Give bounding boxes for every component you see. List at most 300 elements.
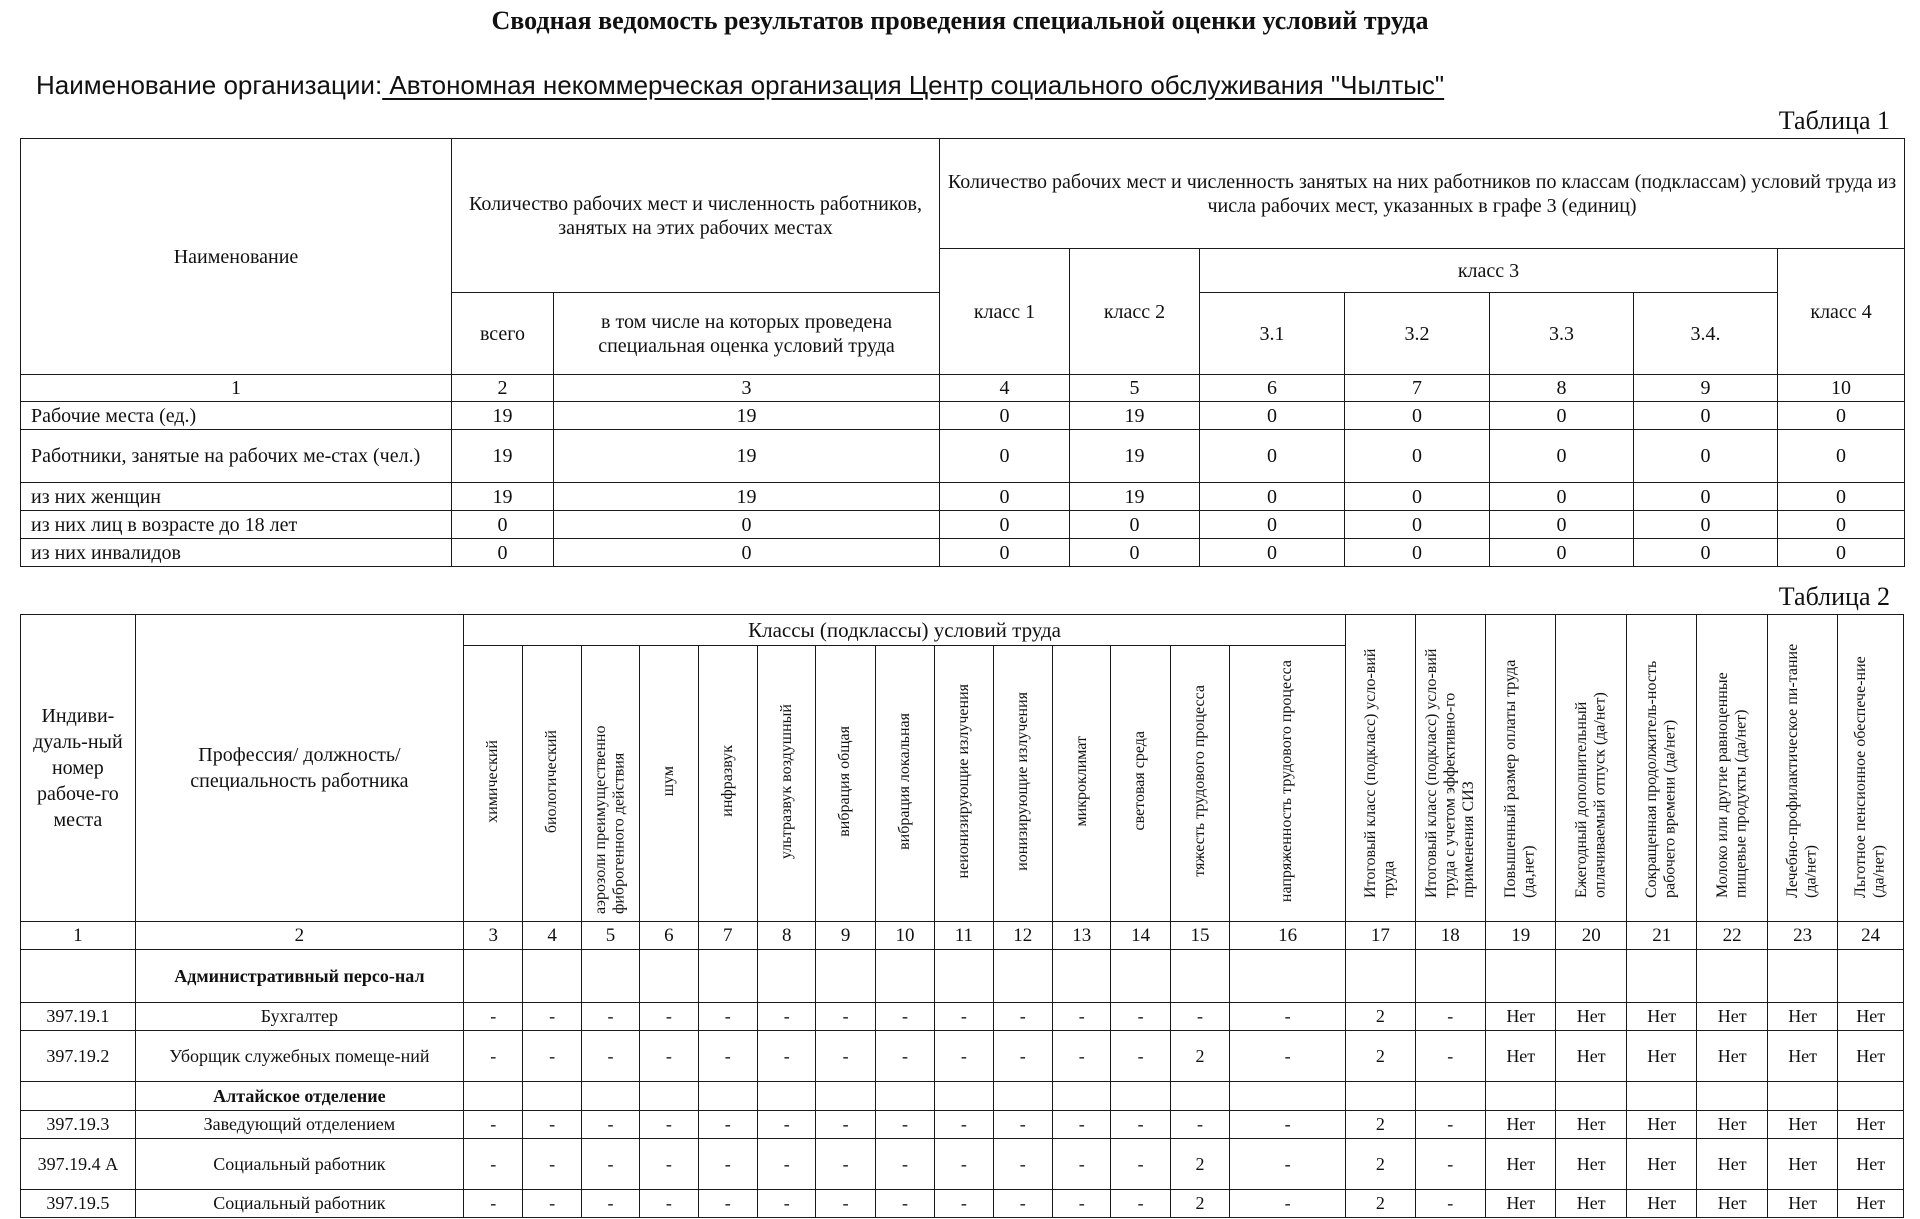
t1-cell: 0	[1200, 483, 1345, 511]
t1-cell: 19	[554, 430, 940, 483]
t2-cell: -	[758, 1190, 816, 1218]
t2-factor-label: микроклимат	[1072, 735, 1090, 827]
t2-cell: Нет	[1838, 1190, 1904, 1218]
t1-colnum: 9	[1634, 375, 1778, 402]
t2-factor-label: биологический	[542, 729, 560, 833]
t2-section-empty	[581, 1082, 639, 1111]
t2-section-title: Алтайское отделение	[135, 1082, 463, 1111]
t2-cell: -	[1053, 1003, 1111, 1031]
t2-section-empty	[1556, 950, 1626, 1003]
t2-cell: Нет	[1626, 1190, 1696, 1218]
t2-cell: Нет	[1838, 1031, 1904, 1082]
t2-colnum: 14	[1111, 922, 1170, 950]
t2-row	[21, 1139, 1904, 1190]
t2-cell: 2	[1346, 1003, 1415, 1031]
t2-cell: -	[1415, 1190, 1485, 1218]
t2-row-name: Социальный работник	[135, 1190, 463, 1218]
t1-cell: 19	[452, 483, 554, 511]
t2-cell: Нет	[1486, 1190, 1556, 1218]
t2-colnum: 23	[1767, 922, 1837, 950]
t2-row	[21, 1190, 1904, 1218]
t1-cell: 0	[1634, 402, 1778, 430]
t1-row-name: Рабочие места (ед.)	[21, 402, 452, 430]
t2-cell: -	[698, 1031, 757, 1082]
t2-row-id: 397.19.1	[21, 1003, 136, 1031]
t2-cell: 2	[1346, 1190, 1415, 1218]
t1-row	[21, 539, 1905, 567]
t2-header-extra-label: Молоко или другие равноценные пищевые продукты (да/нет)	[1713, 672, 1750, 899]
t1-cell: 0	[1634, 430, 1778, 483]
t1-colnum: 2	[452, 375, 554, 402]
t2-section-empty	[1486, 1082, 1556, 1111]
t2-cell: -	[523, 1190, 581, 1218]
t1-cell: 0	[1490, 483, 1634, 511]
t2-cell: -	[581, 1139, 639, 1190]
t2-cell: -	[698, 1003, 757, 1031]
t2-cell: Нет	[1838, 1111, 1904, 1139]
t2-row-name: Заведующий отделением	[135, 1111, 463, 1139]
t2-cell: -	[1230, 1031, 1346, 1082]
t1-colnum: 7	[1345, 375, 1490, 402]
t2-header-factor	[523, 646, 581, 922]
t2-header-factor	[1053, 646, 1111, 922]
t1-cell: 0	[1778, 483, 1905, 511]
t2-header-profession: Профессия/ должность/ специальность работника	[135, 615, 463, 922]
t2-cell: -	[1170, 1003, 1229, 1031]
t2-section-empty	[1230, 1082, 1346, 1111]
t2-cell: -	[993, 1031, 1052, 1082]
t1-cell: 0	[1200, 539, 1345, 567]
t2-colnum: 22	[1697, 922, 1767, 950]
t2-cell: -	[1230, 1111, 1346, 1139]
t2-factor-label: тяжесть трудового процесса	[1190, 685, 1208, 878]
t1-header-sub34: 3.4.	[1634, 293, 1778, 375]
t2-cell: -	[935, 1003, 993, 1031]
t2-cell: -	[464, 1139, 523, 1190]
t2-cell: Нет	[1767, 1139, 1837, 1190]
t2-section-empty	[816, 1082, 875, 1111]
t1-cell: 19	[554, 402, 940, 430]
t2-section-empty	[464, 950, 523, 1003]
t2-cell: -	[1111, 1003, 1170, 1031]
t1-colnum: 10	[1778, 375, 1905, 402]
t2-cell: -	[875, 1003, 934, 1031]
t2-cell: -	[758, 1031, 816, 1082]
t2-colnum: 19	[1486, 922, 1556, 950]
t2-cell: -	[758, 1111, 816, 1139]
t2-header-factor	[464, 646, 523, 922]
t2-cell: Нет	[1486, 1139, 1556, 1190]
t2-cell: -	[523, 1031, 581, 1082]
t2-factor-label: напряженность трудового процесса	[1278, 660, 1296, 903]
t1-cell: 0	[1490, 430, 1634, 483]
t2-cell: -	[816, 1139, 875, 1190]
t2-colnum: 2	[135, 922, 463, 950]
t2-header-factor	[698, 646, 757, 922]
t2-row-id: 397.19.5	[21, 1190, 136, 1218]
t2-header-extra	[1626, 615, 1696, 922]
t2-cell: -	[523, 1111, 581, 1139]
t1-cell: 0	[1778, 539, 1905, 567]
t2-cell: Нет	[1626, 1139, 1696, 1190]
t2-section-empty	[875, 1082, 934, 1111]
t2-header-factor	[875, 646, 934, 922]
t1-row-name: из них женщин	[21, 483, 452, 511]
t2-cell: -	[1053, 1111, 1111, 1139]
t2-cell: -	[464, 1003, 523, 1031]
t2-colnum: 5	[581, 922, 639, 950]
t2-header-factor	[993, 646, 1052, 922]
t2-cell: -	[816, 1003, 875, 1031]
t2-cell: -	[935, 1111, 993, 1139]
t1-cell: 0	[452, 511, 554, 539]
t2-header-classes-group: Классы (подклассы) условий труда	[464, 615, 1346, 646]
t2-factor-label: химический	[484, 739, 502, 823]
t2-header-factor	[640, 646, 698, 922]
t2-section-empty	[21, 950, 136, 1003]
t2-header-extra-label: Льготное пенсионное обеспече-ние (да/нет)	[1852, 656, 1888, 899]
t1-header-class3: класс 3	[1200, 249, 1778, 293]
t2-section-empty	[21, 1082, 136, 1111]
t2-row	[21, 1031, 1904, 1082]
t1-header-sub31: 3.1	[1200, 293, 1345, 375]
organization-name: Автономная некоммерческая организация Центр социального обслуживания "Чылтыс"	[382, 70, 1445, 100]
t1-header-total: всего	[452, 293, 554, 375]
table1-summary	[20, 138, 1905, 567]
t2-header-extra-label: Лечебно-профилактическое пи-тание (да/нет)	[1784, 643, 1820, 899]
t2-cell: -	[1230, 1190, 1346, 1218]
t2-header-extra-label: Итоговый класс (подкласс) усло-вий труда с учетом эффективно-го применения СИЗ	[1422, 648, 1477, 899]
t1-cell: 0	[452, 539, 554, 567]
t2-cell: -	[875, 1139, 934, 1190]
t2-factor-label: ионизирующие излучения	[1013, 691, 1031, 871]
t1-header-class2: класс 2	[1070, 249, 1200, 375]
t2-cell: Нет	[1486, 1003, 1556, 1031]
t2-section-empty	[935, 1082, 993, 1111]
t2-section-empty	[698, 950, 757, 1003]
t2-cell: -	[935, 1031, 993, 1082]
t2-cell: -	[758, 1003, 816, 1031]
t2-header-factor	[1111, 646, 1170, 922]
t2-factor-label: ультразвук воздушный	[777, 703, 795, 859]
t2-cell: -	[1053, 1139, 1111, 1190]
t1-cell: 0	[554, 511, 940, 539]
t2-cell: -	[581, 1190, 639, 1218]
t2-cell: -	[1170, 1111, 1229, 1139]
t2-cell: Нет	[1767, 1190, 1837, 1218]
t1-cell: 19	[1070, 430, 1200, 483]
t2-header-extra-label: Повышенный размер оплаты труда (да,нет)	[1502, 659, 1538, 899]
t1-row-name: Работники, занятые на рабочих ме-стах (чел.)	[21, 430, 452, 483]
t2-factor-label: вибрация локальная	[895, 712, 913, 850]
t2-section-empty	[1486, 950, 1556, 1003]
t2-colnum: 21	[1626, 922, 1696, 950]
t1-cell: 0	[1345, 430, 1490, 483]
t1-header-group-total: Количество рабочих мест и численность работников, занятых на этих рабочих местах	[452, 139, 940, 293]
table2-workplaces	[20, 614, 1904, 1218]
t2-cell: -	[935, 1190, 993, 1218]
t2-cell: -	[993, 1111, 1052, 1139]
t1-cell: 0	[940, 483, 1070, 511]
t1-header-class1: класс 1	[940, 249, 1070, 375]
t1-header-name: Наименование	[21, 139, 452, 375]
t2-cell: -	[1111, 1031, 1170, 1082]
t2-cell: -	[1415, 1003, 1485, 1031]
t2-section-empty	[935, 950, 993, 1003]
t2-cell: -	[698, 1190, 757, 1218]
t2-cell: -	[1111, 1139, 1170, 1190]
t2-cell: -	[1230, 1139, 1346, 1190]
t2-column-numbers	[21, 922, 1904, 950]
t2-cell: Нет	[1626, 1031, 1696, 1082]
t2-header-extra-label: Ежегодный дополнительный оплачиваемый отпуск (да/нет)	[1572, 692, 1609, 899]
t2-cell: Нет	[1556, 1139, 1626, 1190]
t2-colnum: 3	[464, 922, 523, 950]
t2-row-name: Социальный работник	[135, 1139, 463, 1190]
t1-colnum: 5	[1070, 375, 1200, 402]
t1-cell: 0	[554, 539, 940, 567]
t1-cell: 0	[1345, 539, 1490, 567]
t2-cell: Нет	[1556, 1031, 1626, 1082]
t2-header-factor	[1170, 646, 1229, 922]
t2-row-id: 397.19.3	[21, 1111, 136, 1139]
t2-colnum: 20	[1556, 922, 1626, 950]
t2-cell: Нет	[1626, 1003, 1696, 1031]
t2-section-empty	[1170, 1082, 1229, 1111]
t2-colnum: 11	[935, 922, 993, 950]
t1-colnum: 3	[554, 375, 940, 402]
t2-header-extra	[1346, 615, 1415, 922]
organization-line	[36, 70, 1444, 101]
t2-section-empty	[1346, 950, 1415, 1003]
t2-cell: -	[816, 1031, 875, 1082]
t2-section-row	[21, 950, 1904, 1003]
t2-section-empty	[1697, 950, 1767, 1003]
t1-header-sub33: 3.3	[1490, 293, 1634, 375]
t2-cell: -	[875, 1031, 934, 1082]
t2-cell: -	[464, 1111, 523, 1139]
t2-cell: -	[1111, 1190, 1170, 1218]
t2-section-empty	[1111, 950, 1170, 1003]
t2-section-empty	[1697, 1082, 1767, 1111]
t2-cell: -	[523, 1139, 581, 1190]
t2-section-empty	[1053, 1082, 1111, 1111]
t2-cell: -	[1053, 1031, 1111, 1082]
t1-cell: 0	[1490, 402, 1634, 430]
t2-cell: -	[698, 1111, 757, 1139]
t1-cell: 19	[452, 402, 554, 430]
t1-cell: 0	[940, 511, 1070, 539]
t2-colnum: 17	[1346, 922, 1415, 950]
t2-section-empty	[1111, 1082, 1170, 1111]
t2-factor-label: аэрозоли преимущественно фиброгенного действия	[592, 725, 628, 914]
t2-cell: Нет	[1697, 1111, 1767, 1139]
t2-cell: Нет	[1767, 1003, 1837, 1031]
t2-section-empty	[640, 1082, 698, 1111]
t2-section-empty	[1626, 1082, 1696, 1111]
t2-colnum: 15	[1170, 922, 1229, 950]
t1-cell: 19	[452, 430, 554, 483]
t1-cell: 0	[940, 430, 1070, 483]
t1-row	[21, 430, 1905, 483]
t2-cell: Нет	[1556, 1111, 1626, 1139]
t2-section-empty	[1556, 1082, 1626, 1111]
t2-header-id: Индиви-дуаль-ный номер рабоче-го места	[21, 615, 136, 922]
t2-cell: -	[640, 1139, 698, 1190]
t1-cell: 0	[1778, 511, 1905, 539]
t2-cell: -	[1415, 1031, 1485, 1082]
t2-colnum: 13	[1053, 922, 1111, 950]
t1-cell: 0	[1634, 539, 1778, 567]
t2-section-empty	[464, 1082, 523, 1111]
t2-cell: -	[464, 1190, 523, 1218]
t2-cell: -	[640, 1003, 698, 1031]
t1-cell: 0	[1634, 483, 1778, 511]
t2-section-empty	[1838, 1082, 1904, 1111]
t2-cell: -	[640, 1031, 698, 1082]
t2-cell: Нет	[1767, 1111, 1837, 1139]
t2-section-empty	[875, 950, 934, 1003]
t2-header-extra	[1838, 615, 1904, 922]
t1-row	[21, 402, 1905, 430]
t2-row-id: 397.19.4 А	[21, 1139, 136, 1190]
t2-row	[21, 1003, 1904, 1031]
t2-section-empty	[1626, 950, 1696, 1003]
t2-section-empty	[1415, 950, 1485, 1003]
t1-colnum: 4	[940, 375, 1070, 402]
t2-colnum: 4	[523, 922, 581, 950]
t2-header-extra	[1486, 615, 1556, 922]
t2-section-empty	[1767, 1082, 1837, 1111]
t2-cell: -	[875, 1190, 934, 1218]
t2-colnum: 1	[21, 922, 136, 950]
t2-header-extra-label: Сокращенная продолжитель-ность рабочего времени (да/нет)	[1643, 660, 1679, 899]
t1-colnum: 6	[1200, 375, 1345, 402]
t2-cell: -	[581, 1031, 639, 1082]
t1-row-name: из них лиц в возрасте до 18 лет	[21, 511, 452, 539]
t1-cell: 0	[1345, 511, 1490, 539]
t1-colnum: 1	[21, 375, 452, 402]
t2-header-extra-label: Итоговый класс (подкласс) усло-вий труда	[1361, 648, 1398, 899]
t2-cell: -	[758, 1139, 816, 1190]
organization-label: Наименование организации:	[36, 70, 383, 100]
t2-header-extra	[1415, 615, 1485, 922]
t2-factor-label: инфразвук	[718, 745, 736, 817]
t1-cell: 0	[1200, 402, 1345, 430]
t2-cell: -	[581, 1111, 639, 1139]
t2-section-empty	[993, 950, 1052, 1003]
t2-cell: -	[1111, 1111, 1170, 1139]
t2-section-empty	[758, 950, 816, 1003]
t2-cell: -	[640, 1111, 698, 1139]
t2-cell: -	[875, 1111, 934, 1139]
t2-section-empty	[1346, 1082, 1415, 1111]
t1-header-group-classes: Количество рабочих мест и численность занятых на них работников по классам (подклассам) условий труда из числа рабочих мест, указанных в графе 3 (единиц)	[940, 139, 1905, 249]
t1-cell: 0	[1345, 402, 1490, 430]
t2-cell: Нет	[1697, 1003, 1767, 1031]
t2-section-empty	[640, 950, 698, 1003]
t2-cell: Нет	[1697, 1190, 1767, 1218]
t2-section-empty	[581, 950, 639, 1003]
t2-row-name: Уборщик служебных помеще-ний	[135, 1031, 463, 1082]
t1-cell: 19	[1070, 483, 1200, 511]
t2-row-name: Бухгалтер	[135, 1003, 463, 1031]
t1-cell: 19	[554, 483, 940, 511]
t1-header-sub32: 3.2	[1345, 293, 1490, 375]
t2-colnum: 16	[1230, 922, 1346, 950]
t1-cell: 0	[1200, 430, 1345, 483]
t1-cell: 0	[940, 539, 1070, 567]
t2-section-empty	[523, 950, 581, 1003]
t1-header-class4: класс 4	[1778, 249, 1905, 375]
t1-colnum: 8	[1490, 375, 1634, 402]
t2-section-empty	[758, 1082, 816, 1111]
t2-section-row	[21, 1082, 1904, 1111]
t2-cell: Нет	[1697, 1031, 1767, 1082]
t1-column-numbers	[21, 375, 1905, 402]
t2-colnum: 10	[875, 922, 934, 950]
t2-colnum: 8	[758, 922, 816, 950]
t2-cell: Нет	[1556, 1190, 1626, 1218]
t2-section-empty	[523, 1082, 581, 1111]
t2-cell: Нет	[1626, 1111, 1696, 1139]
t1-cell: 0	[1778, 430, 1905, 483]
t2-section-empty	[1767, 950, 1837, 1003]
t2-header-extra	[1556, 615, 1626, 922]
t1-cell: 0	[1490, 539, 1634, 567]
t2-cell: -	[816, 1190, 875, 1218]
t2-header-factor	[935, 646, 993, 922]
t2-section-empty	[1230, 950, 1346, 1003]
t2-cell: -	[640, 1190, 698, 1218]
t2-section-empty	[816, 950, 875, 1003]
t2-section-empty	[993, 1082, 1052, 1111]
t2-header-factor	[758, 646, 816, 922]
t2-cell: -	[1053, 1190, 1111, 1218]
t2-colnum: 7	[698, 922, 757, 950]
t2-cell: 2	[1170, 1190, 1229, 1218]
t2-cell: 2	[1346, 1111, 1415, 1139]
t2-cell: -	[1415, 1139, 1485, 1190]
t2-cell: -	[581, 1003, 639, 1031]
t2-colnum: 24	[1838, 922, 1904, 950]
t2-section-title: Административный персо-нал	[135, 950, 463, 1003]
t2-section-empty	[1838, 950, 1904, 1003]
t2-cell: Нет	[1838, 1003, 1904, 1031]
t1-cell: 0	[1070, 539, 1200, 567]
t1-cell: 19	[1070, 402, 1200, 430]
t1-header-assessed: в том числе на которых проведена специальная оценка условий труда	[554, 293, 940, 375]
t1-cell: 0	[1070, 511, 1200, 539]
t2-cell: -	[698, 1139, 757, 1190]
t2-cell: Нет	[1486, 1111, 1556, 1139]
t1-cell: 0	[1200, 511, 1345, 539]
t2-cell: -	[1230, 1003, 1346, 1031]
t2-cell: -	[464, 1031, 523, 1082]
t2-cell: -	[816, 1111, 875, 1139]
table1-label: Таблица 1	[1778, 106, 1890, 135]
t1-cell: 0	[1778, 402, 1905, 430]
t2-cell: Нет	[1697, 1139, 1767, 1190]
t2-cell: 2	[1170, 1031, 1229, 1082]
t2-header-factor	[581, 646, 639, 922]
t2-cell: 2	[1346, 1139, 1415, 1190]
t2-factor-label: вибрация общая	[836, 725, 854, 837]
t2-cell: -	[935, 1139, 993, 1190]
document-title: Сводная ведомость результатов проведения специальной оценки условий труда	[491, 6, 1429, 35]
t2-section-empty	[698, 1082, 757, 1111]
t2-colnum: 18	[1415, 922, 1485, 950]
